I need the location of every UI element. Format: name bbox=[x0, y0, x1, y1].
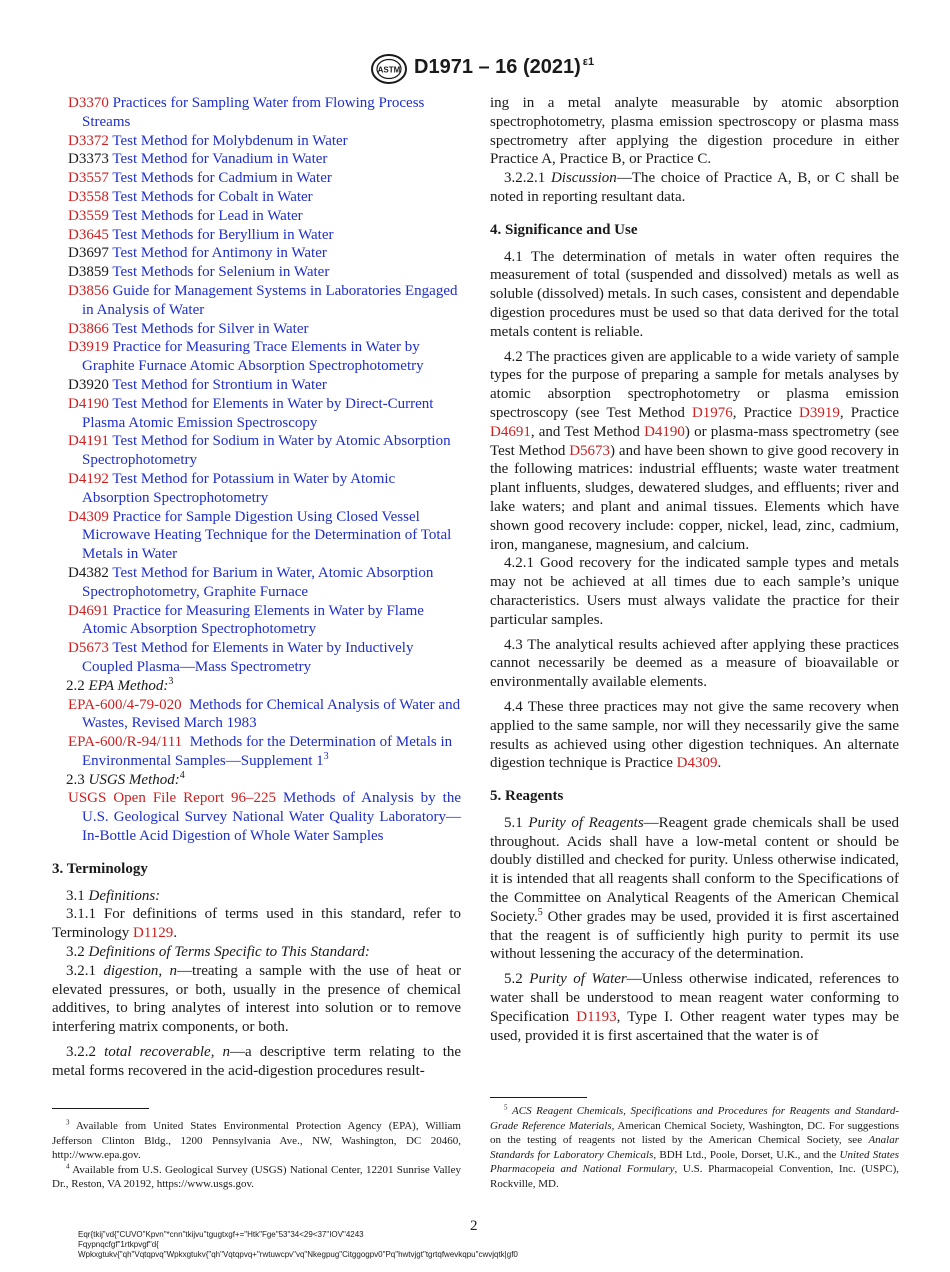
section-3-1: 3.1 Definitions: bbox=[66, 887, 161, 904]
epa-method-heading: 2.2 EPA Method:$^3$ bbox=[66, 675, 174, 694]
reference-title[interactable]: Test Method for Strontium in Water bbox=[112, 376, 327, 393]
reference-title[interactable]: Guide for Management Systems in Laboratories Engaged in Analysis of Water bbox=[82, 282, 458, 318]
reference-code[interactable]: D3370 bbox=[68, 95, 109, 111]
section-5-2: 5.2 Purity of Water—Unless otherwise indicated, references to water shall be understood to mean reagent water conforming to Specification D1193, Type I. Other reagent water types may be used, provided it is first ascertained that the water is of bbox=[490, 971, 900, 1044]
designation-text: D1971 – 16 (2021) bbox=[414, 56, 581, 78]
reference-code[interactable]: D4691 bbox=[68, 602, 109, 619]
d3919-link[interactable]: D3919 bbox=[799, 404, 840, 421]
reference-code[interactable]: D3856 bbox=[68, 282, 109, 299]
epa-ref-1[interactable]: EPA-600/4-79-020 Methods for Chemical Analysis of Water and Wastes, Revised March 1983 bbox=[68, 696, 461, 732]
reference-title[interactable]: Test Method for Vanadium in Water bbox=[112, 151, 328, 168]
reference-code[interactable]: D3558 bbox=[68, 188, 109, 205]
footnotes-left bbox=[52, 1119, 461, 1192]
footnote-5: $^5$ ACS Reagent Chemicals, Specifications and Procedures for Reagents and Standard-Grade Reference Materials, American Chemical Society, Washington, DC. For suggestions on the testing of reagents not listed by the American Chemical Society, see Analar Standards for Laboratory Chemicals, BDH Ltd., Poole, Dorset, U.K., and the United States Pharmacopeia and National Formulary, U.S. Pharmacopeial Convention, Inc. (USPC), Rockville, MD. bbox=[490, 1103, 900, 1190]
reference-title[interactable]: Test Method for Elements in Water by Inductively Coupled Plasma—Mass Spectrometry bbox=[82, 640, 414, 675]
reference-title[interactable]: Test Methods for Silver in Water bbox=[112, 320, 309, 337]
license-line: Eqr{tkij‟vd{"CUVO"Kpvn"*cnn"tkijvu"tgugtxgf+="Htk"Fge"53"34<29<37"IOV"4243 bbox=[78, 1230, 364, 1239]
reference-item[interactable] bbox=[52, 207, 461, 226]
section-3-2-2: 3.2.2 total recoverable, n—a descriptive term relating to the metal forms recovered in the acid-digestion procedures result- bbox=[52, 1044, 462, 1079]
page-number: 2 bbox=[470, 1218, 478, 1234]
usgs-ref[interactable]: USGS Open File Report 96–225 Methods of Analysis by the U.S. Geological Survey National Water Quality Laboratory—In-Bottle Acid Digestion of Whole Water Samples bbox=[68, 790, 461, 845]
license-line: Fqypnqcfgf"1rtkpvgf"d{ bbox=[78, 1240, 159, 1249]
reference-title[interactable]: Test Methods for Beryllium in Water bbox=[112, 226, 334, 243]
section-3-2: 3.2 Definitions of Terms Specific to This Standard: bbox=[66, 944, 370, 961]
reagents-heading: 5. Reagents bbox=[490, 788, 564, 805]
reference-title[interactable]: Test Method for Sodium in Water by Atomic Absorption Spectrophotometry bbox=[82, 433, 451, 469]
reference-title[interactable]: Test Method for Barium in Water, Atomic Absorption Spectrophotometry, Graphite Furnace bbox=[82, 564, 434, 600]
reference-code[interactable]: D3372 bbox=[68, 132, 109, 149]
section-3-2-1: 3.2.1 digestion, n—treating a sample with the use of heat or elevated pressures, or both, usually in the presence of chemical additives, to bring analytes of interest into solution or to remove interfering matrix components, or both. bbox=[52, 962, 462, 1036]
reference-item[interactable] bbox=[52, 244, 461, 263]
reference-title[interactable]: Test Method for Elements in Water by Direct-Current Plasma Atomic Emission Spectroscopy bbox=[82, 395, 434, 431]
reference-title[interactable]: Practice for Sample Digestion Using Closed Vessel Microwave Heating Technique for the Determination of Total Metals in Water bbox=[82, 508, 452, 563]
reference-item[interactable] bbox=[52, 564, 461, 602]
section-5-1: 5.1 Purity of Reagents—Reagent grade chemicals shall be used throughout. Acids shall have a low-metal content or should be doubly distilled and checked for purity. Unless otherwise indicated, it is intended that all reagents shall conform to the Specifications of the Committee on Analytical Reagents of the American Chemical Society.$^5$ Other grades may be used, provided it is first ascertained that the reagent is of sufficiently high purity to permit its use without lessening the accuracy of the determination. bbox=[490, 814, 899, 963]
footnotes-right bbox=[490, 1104, 899, 1192]
astm-logo bbox=[370, 53, 408, 85]
reference-item[interactable] bbox=[52, 602, 461, 640]
section-3-1-1: 3.1.1 For definitions of terms used in this standard, refer to Terminology D1129. bbox=[52, 906, 462, 942]
reference-code[interactable]: D3920 bbox=[68, 376, 109, 393]
reference-item[interactable] bbox=[52, 169, 461, 188]
footnote-rule-right bbox=[490, 1097, 587, 1098]
reference-code[interactable]: D3859 bbox=[68, 264, 109, 281]
d5673-link[interactable]: D5673 bbox=[569, 442, 611, 459]
section-4-2-1: 4.2.1 Good recovery for the indicated sample types and metals may not be achieved at all times due to each sample’s unique characteristics. Users must always validate the practice for their particular samples. bbox=[490, 555, 899, 628]
section-3-2-2-1: 3.2.2.1 Discussion—The choice of Practice A, B, or C shall be noted in reporting resultant data. bbox=[490, 170, 899, 205]
reference-item[interactable] bbox=[52, 282, 461, 320]
reference-code[interactable]: D4382 bbox=[68, 564, 109, 581]
reference-item[interactable] bbox=[52, 432, 461, 470]
reference-code[interactable]: D4309 bbox=[68, 508, 109, 525]
reference-item[interactable] bbox=[52, 470, 461, 508]
reference-item[interactable] bbox=[52, 395, 461, 433]
significance-heading: 4. Significance and Use bbox=[490, 221, 638, 238]
reference-title[interactable]: Test Method for Antimony in Water bbox=[112, 245, 327, 262]
reference-title[interactable]: Practices for Sampling Water from Flowing Process Streams bbox=[82, 95, 425, 130]
reference-title[interactable]: Test Methods for Cobalt in Water bbox=[112, 188, 313, 205]
reference-code[interactable]: D3559 bbox=[68, 207, 109, 224]
reference-item[interactable] bbox=[52, 376, 461, 395]
reference-code[interactable]: D4190 bbox=[68, 395, 109, 412]
reference-code[interactable]: D3373 bbox=[68, 151, 109, 168]
reference-item[interactable] bbox=[52, 150, 461, 169]
section-4-2: 4.2 The practices given are applicable to a wide variety of sample types for the purpose of preparing a sample for metals analyses by atomic absorption spectrophotometry or plasma emission spectroscopy (see Test Method D1976, Practice D3919, Practice D4691, and Test Method D4190) or plasma-mass spectrometry (see Test Method D5673) and have been shown to give good recovery in the following matrices: industrial effluents; waste water treatment plant influents, sludges, dewatered sludges, and effluents; river and lake waters; and plant and animal tissues. Elements which have shown good recovery include: copper, nickel, lead, zinc, cadmium, iron, manganese, magnesium, and calcium. bbox=[490, 348, 899, 553]
reference-item[interactable] bbox=[52, 132, 461, 151]
reference-title[interactable]: Practice for Measuring Elements in Water by Flame Atomic Absorption Spectrophotometry bbox=[82, 602, 424, 638]
section-4-4: 4.4 These three practices may not give the same recovery when applied to the same sample, nor will they necessarily give the same results as achieved using other digestion techniques. An alternate digestion technique is Practice D4309. bbox=[490, 698, 899, 772]
referenced-documents-list bbox=[52, 94, 461, 677]
reference-code[interactable]: D3557 bbox=[68, 170, 109, 187]
left-column bbox=[52, 94, 461, 1081]
reference-item[interactable] bbox=[52, 639, 461, 677]
section-4-1: 4.1 The determination of metals in water often requires the measurement of total (suspended and dissolved) metals as well as soluble (dissolved) metals. In such cases, consistent and dependable digestion procedures must be used so that data derived for the total metals content is reliable. bbox=[490, 248, 899, 340]
reference-code[interactable]: D3645 bbox=[68, 226, 109, 243]
d4309-link[interactable]: D4309 bbox=[676, 755, 718, 772]
reference-item[interactable] bbox=[52, 226, 461, 245]
footnote-3: $^3$ Available from United States Environmental Protection Agency (EPA), William Jefferson Clinton Bldg., 1200 Pennsylvania Ave., NW, Washington, DC 20460, http://www.epa.gov. bbox=[52, 1118, 461, 1162]
reference-title[interactable]: Test Methods for Cadmium in Water bbox=[112, 170, 332, 187]
reference-title[interactable]: Test Method for Molybdenum in Water bbox=[112, 132, 348, 149]
reference-item[interactable] bbox=[52, 338, 461, 376]
footnote-4: $^4$ Available from U.S. Geological Survey (USGS) National Center, 12201 Sunrise Valley Dr., Reston, VA 20192, https://www.usgs.gov. bbox=[52, 1162, 461, 1191]
reference-title[interactable]: Test Method for Potassium in Water by Atomic Absorption Spectrophotometry bbox=[82, 470, 396, 506]
footnote-rule-left bbox=[52, 1108, 149, 1109]
d1129-link[interactable]: D1129 bbox=[133, 925, 174, 942]
reference-title[interactable]: Practice for Measuring Trace Elements in Water by Graphite Furnace Atomic Absorption Spectrophotometry bbox=[82, 339, 424, 375]
d1193-link[interactable]: D1193 bbox=[576, 1008, 617, 1025]
logo-text: ASTM bbox=[377, 65, 401, 75]
reference-item[interactable] bbox=[52, 263, 461, 282]
reference-code[interactable]: D4191 bbox=[68, 433, 109, 450]
d1976-link[interactable]: D1976 bbox=[691, 404, 733, 421]
reference-item[interactable] bbox=[52, 94, 461, 132]
reference-item[interactable] bbox=[52, 320, 461, 339]
reference-item[interactable] bbox=[52, 188, 461, 207]
section-3-2-2-continued: ing in a metal analyte measurable by atomic absorption spectrophotometry, plasma emission spectroscopy or plasma mass spectrometry after applying the digestion procedure in either Practice A, Practice B, or Practice C. bbox=[490, 95, 899, 168]
right-column bbox=[490, 94, 899, 1045]
reference-title[interactable]: Test Methods for Lead in Water bbox=[112, 207, 303, 224]
usgs-method-heading: 2.3 USGS Method:$^4$ bbox=[66, 769, 185, 788]
section-4-3: 4.3 The analytical results achieved after applying these practices cannot necessarily be deemed as a measure of bioavailable or environmentally available elements. bbox=[490, 636, 899, 691]
reference-code[interactable]: D3866 bbox=[68, 320, 109, 337]
reference-code[interactable]: D4192 bbox=[68, 470, 109, 487]
reference-title[interactable]: Test Methods for Selenium in Water bbox=[112, 264, 330, 281]
epa-ref-2[interactable]: EPA-600/R-94/111 Methods for the Determination of Metals in Environmental Samples—Supplement $1^3$ bbox=[68, 734, 453, 769]
epsilon-mark: ε1 bbox=[582, 56, 595, 69]
terminology-heading: 3. Terminology bbox=[52, 860, 148, 877]
reference-code[interactable]: D3697 bbox=[68, 245, 109, 262]
reference-code[interactable]: D3919 bbox=[68, 339, 109, 356]
license-stamp bbox=[78, 1230, 518, 1260]
d4691-link[interactable]: D4691 bbox=[490, 423, 531, 440]
reference-item[interactable] bbox=[52, 508, 461, 564]
reference-code[interactable]: D5673 bbox=[68, 640, 109, 657]
license-line: Wpkxgtukv{"qh"Vqtqpvq"Wpkxgtukv{"qh"Vqtqpvq+"rwtuwcpv"vq"Nkegpug"Citggogpv0"Pq"hwtvjgt"tgrtqfwevkqpu"cwvjqtk|gf0 bbox=[78, 1250, 518, 1259]
d4190-link[interactable]: D4190 bbox=[644, 423, 685, 440]
document-designation bbox=[414, 56, 594, 79]
